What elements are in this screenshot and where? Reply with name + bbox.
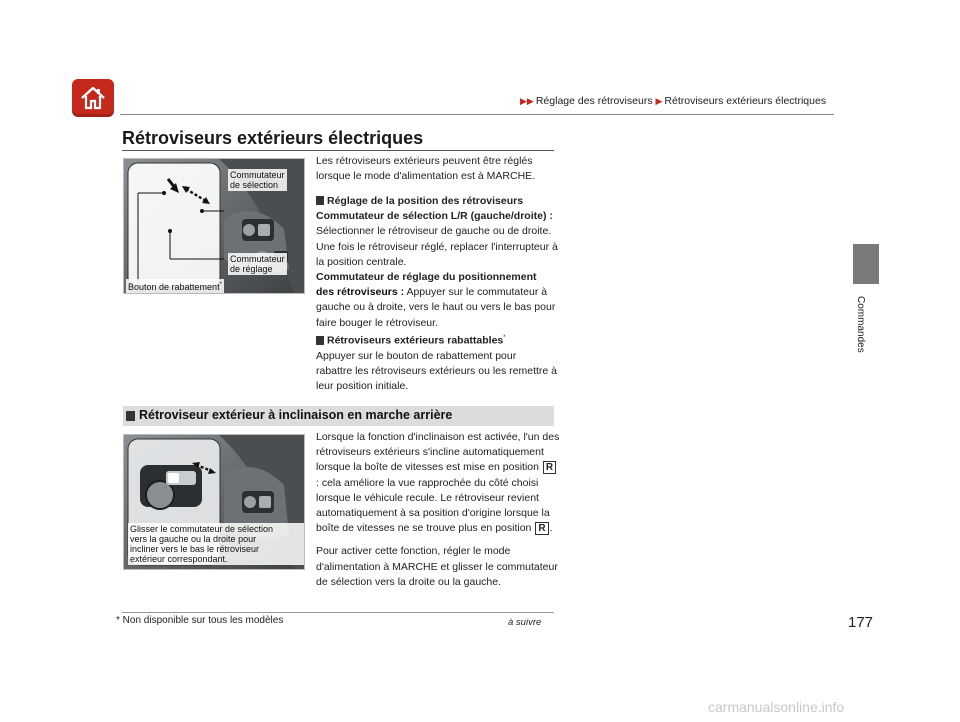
chapter-label: Commandes — [855, 296, 866, 353]
text-line: Lorsque la fonction d'inclinaison est activée, l'un des — [316, 431, 560, 443]
text-line: la position centrale. — [316, 255, 407, 268]
text-line: d'alimentation à MARCHE et glisser le commutateur — [316, 560, 558, 573]
text-line: rétroviseurs extérieurs s'incline automatiquement — [316, 446, 544, 459]
callout-line: extérieur correspondant. — [130, 554, 228, 564]
page-number: 177 — [848, 614, 874, 631]
text-line — [316, 285, 566, 300]
text-inline: boîte de vitesses ne se trouve plus en position — [316, 522, 532, 535]
footnote-star: * — [503, 335, 506, 341]
text-line: lorsque le mode d'alimentation est à MARCHE. — [316, 170, 536, 183]
section-reverse-tilt-text — [316, 430, 561, 590]
title-rule — [122, 150, 554, 151]
footnote-star: * — [219, 282, 222, 288]
callout-fold-button — [126, 279, 224, 293]
text-line: : cela améliore la vue rapprochée du côté choisi — [316, 476, 539, 489]
section-mirror-position — [316, 194, 566, 331]
gear-r-badge: R — [535, 522, 548, 535]
page-title: Rétroviseurs extérieurs électriques — [122, 128, 424, 148]
callout-line: Commutateur — [230, 170, 285, 180]
breadcrumb-arrow-icon: ▶▶ — [520, 96, 534, 106]
breadcrumb-item[interactable]: Rétroviseurs extérieurs électriques — [664, 95, 827, 107]
subsection-heading-text: Réglage de la position des rétroviseurs — [327, 195, 524, 207]
callout-line: Commutateur — [230, 254, 285, 264]
breadcrumb — [520, 95, 826, 107]
bullet-square-icon — [316, 196, 324, 205]
subsection-heading — [316, 194, 566, 209]
callout-line: Glisser le commutateur de sélection — [130, 524, 274, 534]
text-line — [316, 460, 561, 475]
text-line: gauche ou à droite, vers le haut ou vers le bas pour — [316, 301, 556, 314]
text-line: Les rétroviseurs extérieurs peuvent être réglés — [316, 155, 533, 167]
bullet-square-icon — [316, 336, 324, 345]
header-rule — [120, 114, 834, 115]
callout-line: de réglage — [230, 264, 273, 274]
gear-r-badge: R — [543, 461, 556, 474]
section-heading-text: Rétroviseur extérieur à inclinaison en marche arrière — [139, 408, 453, 422]
breadcrumb-item[interactable]: Réglage des rétroviseurs — [535, 95, 653, 107]
text-line: lorsque le véhicule recule. Le rétroviseur revient — [316, 491, 539, 504]
mirror-control-figure — [123, 158, 305, 294]
paragraph-spacer — [316, 536, 561, 544]
chapter-tab[interactable] — [853, 244, 879, 284]
text-line: Sélectionner le rétroviseur de gauche ou de droite. — [316, 225, 552, 238]
watermark: carmanualsonline.info — [708, 699, 845, 715]
callout-line: vers la gauche ou la droite pour — [130, 534, 257, 544]
reverse-tilt-figure — [123, 434, 305, 570]
selection-switch-label: Commutateur de sélection L/R (gauche/droite) : — [316, 210, 553, 223]
subsection-heading-text: Rétroviseurs extérieurs rabattables — [327, 334, 504, 347]
breadcrumb-arrow-icon: ▶ — [655, 96, 663, 106]
bullet-square-icon — [126, 411, 135, 421]
adjust-switch-label: des rétroviseurs : — [316, 286, 405, 299]
section-heading-reverse-tilt — [123, 406, 554, 426]
home-button[interactable] — [72, 79, 114, 117]
text-line — [316, 521, 561, 536]
continued-label: à suivre — [508, 617, 542, 628]
text-line: Appuyer sur le bouton de rabattement pour — [316, 349, 517, 362]
chapter-label-wrap — [855, 296, 923, 353]
text-line: Pour activer cette fonction, régler le mode — [316, 545, 511, 558]
text-line: rabattre les rétroviseurs extérieurs ou les remettre à — [316, 364, 558, 377]
subsection-heading — [316, 331, 566, 349]
text-inline: . — [549, 522, 553, 535]
section-folding-mirrors — [316, 331, 566, 394]
text-inline: Appuyer sur le commutateur à — [406, 286, 548, 299]
adjust-switch-label: Commutateur de réglage du positionnement — [316, 271, 537, 284]
callout-selection-switch — [228, 169, 287, 191]
callout-adjust-switch — [228, 253, 287, 275]
text-line: automatiquement à sa position d'origine lorsque la — [316, 507, 550, 520]
footnote: * Non disponible sur tous les modèles — [116, 615, 284, 626]
home-icon — [78, 83, 108, 113]
text-line: Une fois le rétroviseur réglé, replacer l'interrupteur à — [316, 240, 558, 253]
text-line: leur position initiale. — [316, 380, 409, 393]
intro-paragraph — [316, 154, 535, 184]
callout-line: de sélection — [230, 180, 279, 190]
text-line: de sélection vers la droite ou la gauche. — [316, 575, 502, 588]
callout-line: incliner vers le bas le rétroviseur — [130, 544, 260, 554]
callout-tilt-instruction — [128, 523, 304, 565]
text-inline: lorsque la boîte de vitesses est mise en position — [316, 461, 539, 474]
footer-rule — [122, 612, 554, 613]
callout-line: Bouton de rabattement — [128, 282, 220, 292]
text-line: faire bouger le rétroviseur. — [316, 316, 438, 329]
